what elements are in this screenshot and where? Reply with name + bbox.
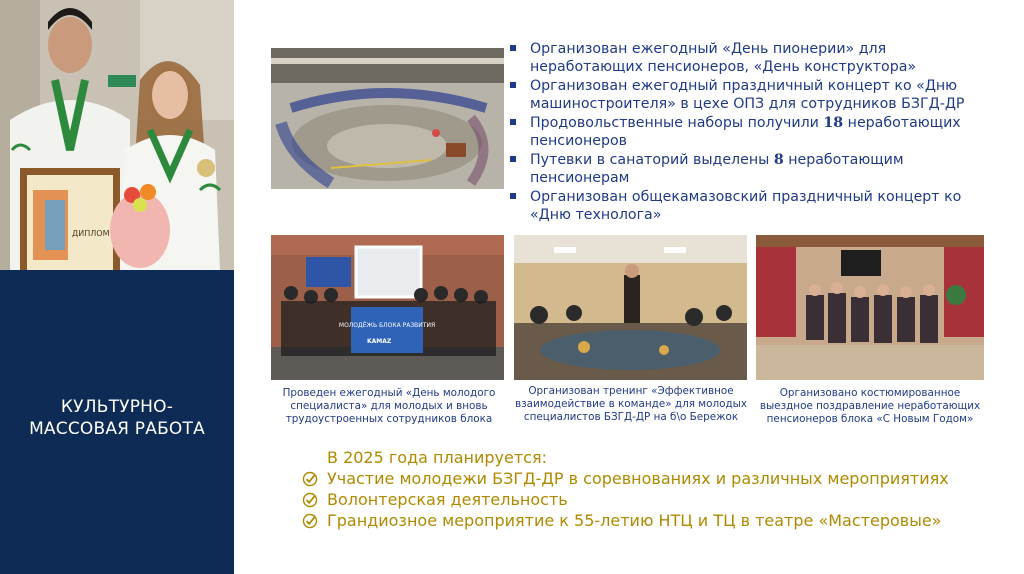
bullet-text: Организован общекамазовский праздничный концерт ко «Дню технолога» xyxy=(530,189,962,223)
bullet-square-icon xyxy=(510,156,516,162)
bullet-number: 18 xyxy=(823,115,844,131)
group-photo-illustration xyxy=(271,235,504,380)
plans-list xyxy=(298,468,949,531)
bullet-text: Организован ежегодный «День пионерии» для неработающих пенсионеров, «День конструктора» xyxy=(530,41,917,75)
plans-item xyxy=(298,489,949,510)
bullet-item xyxy=(508,151,988,187)
section-title-line1: КУЛЬТУРНО- xyxy=(60,397,174,417)
section-title-line2: МАССОВАЯ РАБОТА xyxy=(29,419,205,439)
bullet-item xyxy=(508,40,988,76)
plans-title: В 2025 года планируется: xyxy=(327,448,547,467)
hall-event-illustration xyxy=(271,48,504,189)
award-ceremony-photo xyxy=(0,0,234,270)
bullet-square-icon xyxy=(510,45,516,51)
team-training-photo xyxy=(514,235,747,380)
training-photo-illustration xyxy=(514,235,747,380)
events-bullet-list xyxy=(508,40,988,225)
bullet-number: 8 xyxy=(773,152,784,168)
new-year-greeting-photo xyxy=(756,235,984,380)
plans-item-text: Волонтерская деятельность xyxy=(327,490,568,509)
bullet-text: Организован ежегодный праздничный концерт ко «Дню машиностроителя» в цехе ОПЗ для сотрудников БЗГД-ДР xyxy=(530,78,965,112)
young-specialist-day-photo xyxy=(271,235,504,380)
bullet-text-before: Продовольственные наборы получили xyxy=(530,115,824,131)
bullet-item xyxy=(508,114,988,150)
photo-caption: Организовано костюмированное выездное поздравление неработающих пенсионеров блока «С Новым Годом» xyxy=(759,387,981,425)
photo-caption: Организован тренинг «Эффективное взаимодействие в команде» для молодых специалистов БЗГД-ДР на б\о Бережок xyxy=(514,385,748,423)
bullet-item xyxy=(508,188,988,224)
section-title xyxy=(0,396,234,440)
plans-item xyxy=(298,510,949,531)
diploma-text: ДИПЛОМ xyxy=(72,229,110,238)
award-photo-illustration xyxy=(0,0,234,270)
banner-text: МОЛОДЁЖЬ БЛОКА РАЗВИТИЯ xyxy=(338,322,436,329)
plans-item-text: Грандиозное мероприятие к 55-летию НТЦ и ТЦ в театре «Мастеровые» xyxy=(327,511,942,530)
factory-hall-event-photo xyxy=(271,48,504,189)
banner-brand: KAMAZ xyxy=(367,338,392,345)
bullet-square-icon xyxy=(510,119,516,125)
bullet-text-after: неработающим пенсионерам xyxy=(530,152,904,186)
check-circle-icon xyxy=(302,513,318,529)
photo-caption: Проведен ежегодный «День молодого специалиста» для молодых и вновь трудоустроенных сотрудников блока xyxy=(282,387,496,425)
bullet-text-after: неработающих пенсионеров xyxy=(530,115,961,149)
bullet-square-icon xyxy=(510,193,516,199)
check-circle-icon xyxy=(302,471,318,487)
bullet-text-before: Путевки в санаторий выделены xyxy=(530,152,774,168)
bullet-square-icon xyxy=(510,82,516,88)
pensioners-photo-illustration xyxy=(756,235,984,380)
plans-item xyxy=(298,468,949,489)
bullet-item xyxy=(508,77,988,113)
check-circle-icon xyxy=(302,492,318,508)
plans-item-text: Участие молодежи БЗГД-ДР в соревнованиях и различных мероприятиях xyxy=(327,469,949,488)
